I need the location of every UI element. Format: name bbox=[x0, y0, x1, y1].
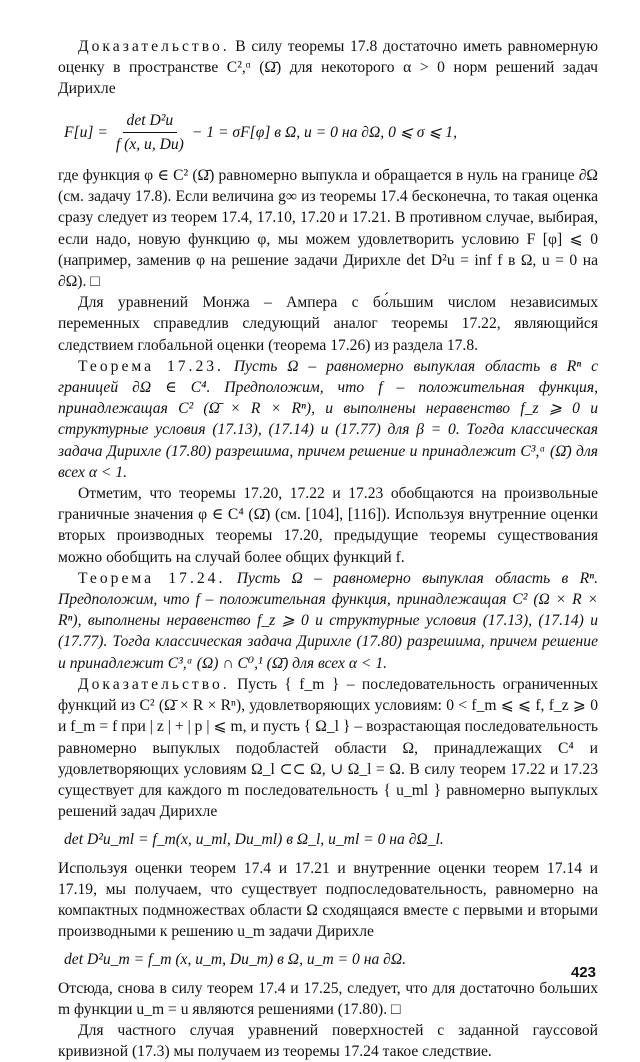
paragraph-8: Используя оценки теорем 17.4 и 17.21 и внутренние оценки теорем 17.14 и 17.19, мы получаем, что существует подпоследовательность, равномерно на компактных подмножествах области Ω сходящаяся вместе с первыми и вторыми производными к решению u_m задачи Дирихле bbox=[58, 859, 598, 941]
theorem-text: Пусть Ω – равномерно выпуклая область в Rⁿ с границей ∂Ω ∈ C⁴. Предположим, что f – положительная функция, принадлежащая C² (Ω̄ × R × Rⁿ), и выполнены неравенство f_z ⩾ 0 и структурные условия (17.13), (17.14) и (17.77) для β = 0. Тогда классическая задача Дирихле (17.80) разрешима, причем решение и принадлежит C³,ᵅ (Ω̄) для всех α < 1. bbox=[58, 357, 598, 481]
formula-1-fraction bbox=[112, 110, 188, 155]
paragraph-9: Отсюда, снова в силу теорем 17.4 и 17.25, следует, что для достаточно больших m функции u_m = u являются решениями (17.80). □ bbox=[58, 979, 598, 1018]
proof-text: В силу теоремы 17.8 достаточно иметь равномерную оценку в пространстве C²,ᵅ (Ω̄) для некоторого α > 0 норм решений задач Дирихле bbox=[58, 38, 598, 98]
formula-1-lhs: F[u] = bbox=[64, 123, 108, 141]
page-number: 423 bbox=[570, 964, 596, 981]
paragraph-3: Для уравнений Монжа – Ампера с бо́льшим числом независимых переменных справедлив следующий аналог теоремы 17.22, являющийся следствием глобальной оценки (теорема 17.26) из раздела 17.8. bbox=[58, 294, 598, 354]
formula-1-denominator: f (x, u, Du) bbox=[115, 135, 184, 153]
proof-text: Пусть { f_m } – последовательность ограниченных функций из C² (Ω̄ × R × Rⁿ), удовлетворяющих условиям: 0 < f_m ⩽ ⩽ f, f_z ⩾ 0 и f_m = f при | z | + | p | ⩽ m, и пусть { Ω_l } – возрастающая последовательность равномерно выпуклых подобластей области Ω, принадлежащих C⁴ и удовлетворяющих условиям Ω_l ⊂⊂ Ω, ∪ Ω_l = Ω. В силу теорем 17.22 и 17.23 существует для каждого m последовательность { u_ml } равномерно выпуклых решений задач Дирихле bbox=[58, 675, 598, 821]
paragraph-2: где функция φ ∈ C² (Ω̄) равномерно выпукла и обращается в нуль на границе ∂Ω (см. задачу 17.8). Если величина g∞ из теоремы 17.4 бесконечна, то такая оценка сразу следует из теорем 17.4, 17.10, 17.20 и 17.21. В противном случае, выбирая, если надо, новую функцию φ, мы можем удовлетворить условию F [φ] ⩽ 0 (например, заменив φ на решение задачи Дирихле det D²u = inf f в Ω, u = 0 на ∂Ω). □ bbox=[58, 167, 598, 291]
formula-1 bbox=[64, 110, 598, 155]
proof-paragraph-2 bbox=[58, 674, 598, 822]
formula-2: det D²u_ml = f_m(x, u_ml, Du_ml) в Ω_l, u_ml = 0 на ∂Ω_l. bbox=[64, 831, 444, 849]
proof-label: Доказательство. bbox=[78, 38, 230, 55]
theorem-text: Пусть Ω – равномерно выпуклая область в Rⁿ. Предположим, что f – положительная функция, принадлежащая C² (Ω × R × Rⁿ), выполнены неравенство f_z ⩾ 0 и структурные условия (17.13), (17.14) и (17.77). Тогда классическая задача Дирихле (17.80) разрешима, причем решение и принадлежит C³,ᵅ (Ω) ∩ C⁰,¹ (Ω̄) для всех α < 1. bbox=[58, 569, 598, 672]
theorem-label: Теорема 17.23. bbox=[78, 357, 224, 375]
formula-1-numerator: det D²u bbox=[123, 110, 178, 133]
theorem-17-24 bbox=[58, 568, 598, 674]
theorem-label: Теорема 17.24. bbox=[78, 569, 226, 587]
formula-1-rhs: − 1 = σF[φ] в Ω, u = 0 на ∂Ω, 0 ⩽ σ ⩽ 1, bbox=[191, 123, 457, 141]
theorem-17-23 bbox=[58, 356, 598, 483]
proof-paragraph-1 bbox=[58, 36, 598, 100]
page-body bbox=[58, 36, 598, 1062]
paragraph-10: Для частного случая уравнений поверхностей с заданной гауссовой кривизной (17.3) мы получаем из теоремы 17.24 такое следствие. bbox=[58, 1021, 598, 1061]
proof-label: Доказательство. bbox=[78, 675, 230, 693]
paragraph-5: Отметим, что теоремы 17.20, 17.22 и 17.23 обобщаются на произвольные граничные значения φ ∈ C⁴ (Ω̄) (см. [104], [116]). Используя внутренние оценки вторых производных теоремы 17.20, предыдущие теоремы существования можно обобщить на случай более общих функций f. bbox=[58, 485, 598, 566]
formula-3: det D²u_m = f_m (x, u_m, Du_m) в Ω, u_m = 0 на ∂Ω. bbox=[64, 951, 407, 969]
